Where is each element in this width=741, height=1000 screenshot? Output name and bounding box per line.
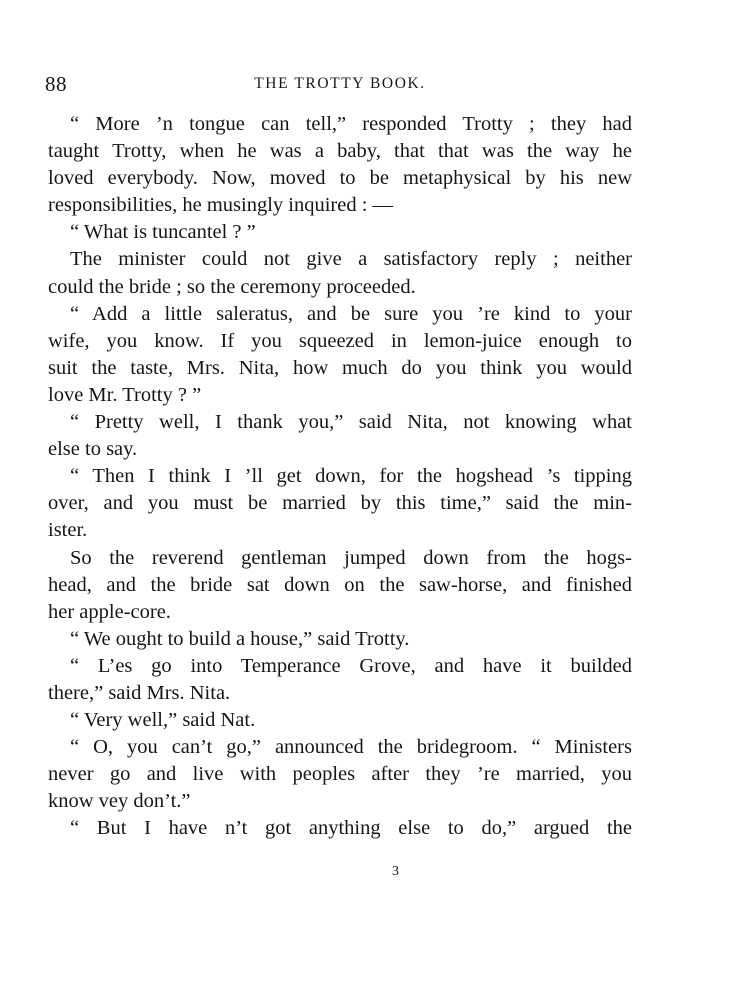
text-line: loved everybody. Now, moved to be metaphysical by his new [48,167,632,190]
body-text [48,111,632,843]
text-line: taught Trotty, when he was a baby, that that was the way he [48,140,632,163]
text-line: responsibilities, he musingly inquired : — [48,194,394,217]
text-line: “ But I have n’t got anything else to do,” argued the [70,817,632,840]
text-line: “ Pretty well, I thank you,” said Nita, not knowing what [70,411,632,434]
text-line: ister. [48,519,88,542]
signature-mark: 3 [392,864,399,879]
text-line: could the bride ; so the ceremony proceeded. [48,275,416,298]
text-line: “ Add a little saleratus, and be sure you ’re kind to your [70,302,632,325]
text-line: her apple-core. [48,600,171,623]
text-line: wife, you know. If you squeezed in lemon-juice enough to [48,329,632,352]
text-line: head, and the bride sat down on the saw-horse, and finished [48,573,632,596]
text-line: “ Very well,” said Nat. [70,709,256,732]
text-line: “ L’es go into Temperance Grove, and have it builded [70,654,632,677]
page-header [45,72,635,98]
text-line: “ O, you can’t go,” announced the bridegroom. “ Ministers [70,736,632,759]
text-line: never go and live with peoples after they ’re married, you [48,763,632,786]
text-line: The minister could not give a satisfactory reply ; neither [70,248,632,271]
text-line: suit the taste, Mrs. Nita, how much do you think you would [48,356,632,379]
text-line: else to say. [48,438,138,461]
text-line: “ What is tuncantel ? ” [70,221,256,244]
text-line: So the reverend gentleman jumped down from the hogs- [70,546,632,569]
text-line: love Mr. Trotty ? ” [48,383,202,406]
text-line: “ Then I think I ’ll get down, for the hogshead ’s tipping [70,465,632,488]
text-line: “ We ought to build a house,” said Trotty. [70,627,410,650]
text-line: over, and you must be married by this time,” said the min- [48,492,632,515]
text-line: know vey don’t.” [48,790,191,813]
text-line: “ More ’n tongue can tell,” responded Trotty ; they had [70,113,632,135]
text-line: there,” said Mrs. Nita. [48,681,231,704]
running-title: THE TROTTY BOOK. [254,75,426,92]
page-number: 88 [45,72,67,96]
